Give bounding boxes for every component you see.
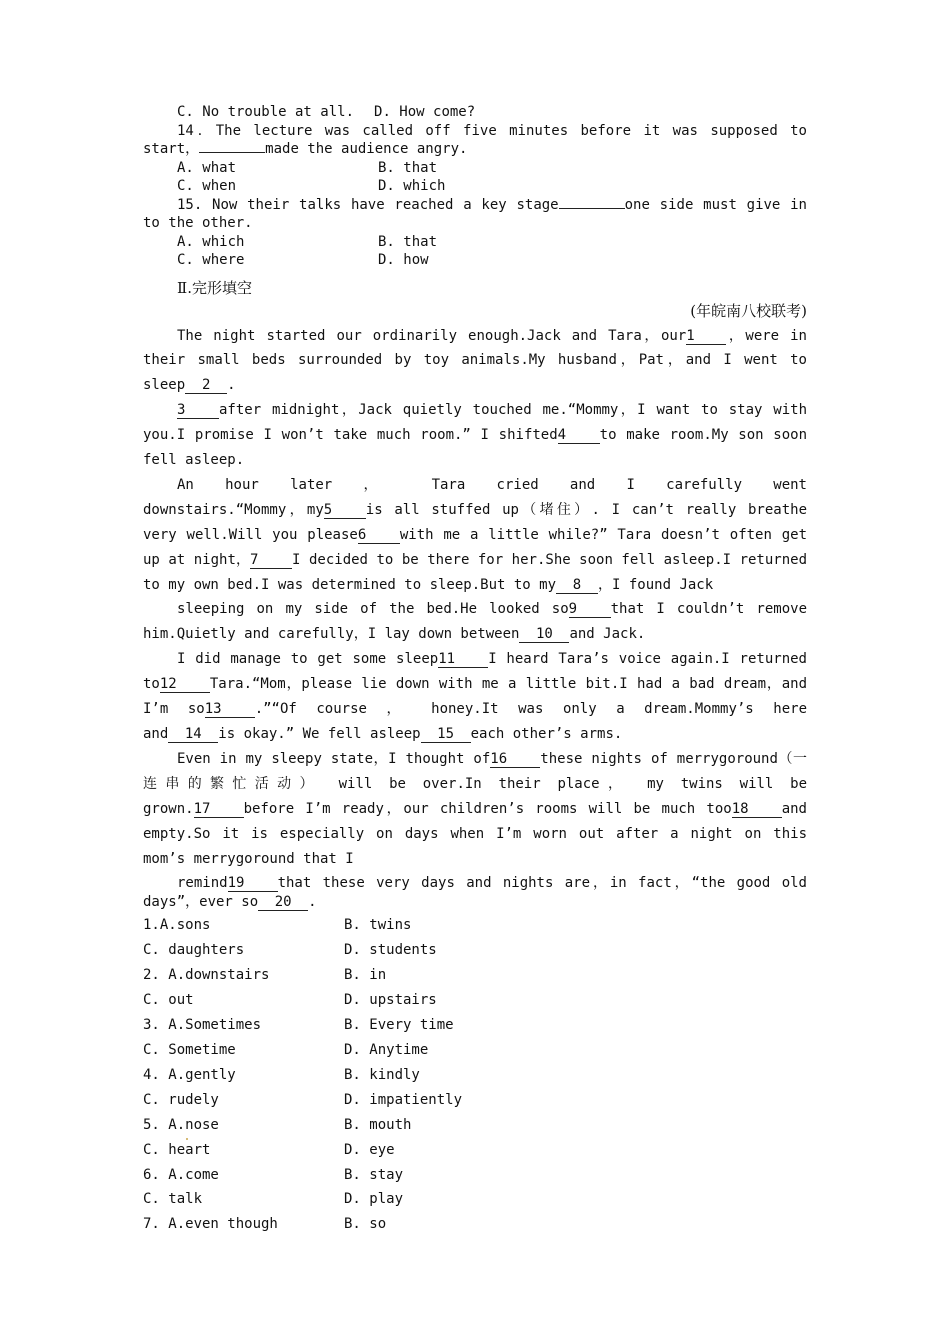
option-text: B. so bbox=[344, 1216, 387, 1233]
blank-16[interactable]: 16 bbox=[490, 751, 540, 768]
option-text: B. mouth bbox=[344, 1116, 412, 1133]
passage-text: ，were in bbox=[726, 327, 807, 344]
option-text: C. heart bbox=[143, 1141, 211, 1158]
blank-8[interactable]: 8 bbox=[556, 577, 598, 594]
option-text: 3. A.Sometimes bbox=[143, 1017, 262, 1034]
passage-text: . bbox=[308, 893, 317, 910]
passage-text: I heard Tara’s voice again.I returned bbox=[488, 651, 807, 668]
ink-dot bbox=[186, 1138, 188, 1140]
passage-text: him.Quietly and carefully，I lay down between bbox=[143, 626, 520, 643]
q13-options bbox=[143, 103, 807, 122]
option-text: B. twins bbox=[344, 917, 412, 934]
document-page bbox=[143, 103, 807, 1237]
passage-text: remind bbox=[177, 875, 228, 892]
passage-text: that I couldn’t remove bbox=[610, 601, 807, 618]
option-text: 6. A.come bbox=[143, 1166, 219, 1183]
passage-text: and bbox=[143, 726, 169, 742]
passage-text: 连串的繁忙活动） will be over.In their place， my twins will be bbox=[143, 775, 807, 792]
option-text: D. impatiently bbox=[344, 1091, 463, 1108]
option-text: B. stay bbox=[344, 1166, 404, 1183]
passage-text: very well.Will you please bbox=[143, 526, 358, 543]
option-text: 1.A.sons bbox=[143, 917, 211, 934]
blank-5[interactable]: 5 bbox=[324, 502, 366, 519]
option-text: C. Sometime bbox=[143, 1041, 236, 1058]
blank-14[interactable]: 14 bbox=[168, 726, 218, 743]
passage-text: each other’s arms. bbox=[470, 726, 623, 742]
option-text: D. upstairs bbox=[344, 992, 437, 1009]
blank-4[interactable]: 4 bbox=[558, 427, 600, 444]
q15-stem-line2: to the other. bbox=[143, 215, 253, 231]
option-text: D. eye bbox=[344, 1141, 395, 1158]
q14-blank[interactable] bbox=[199, 152, 265, 153]
section-title: Ⅱ.完形填空 bbox=[177, 278, 252, 297]
passage-text: and Jack. bbox=[569, 626, 646, 643]
blank-10[interactable]: 10 bbox=[519, 626, 569, 643]
blank-6[interactable]: 6 bbox=[358, 527, 400, 544]
passage-text: is all stuffed up（堵住）. I can’t really breathe bbox=[365, 501, 807, 518]
q14-option-c: C. when bbox=[177, 178, 237, 194]
option-text: 7. A.even though bbox=[143, 1216, 278, 1233]
answer-options bbox=[143, 913, 807, 1237]
option-text: D. Anytime bbox=[344, 1041, 429, 1058]
option-text: C. daughters bbox=[143, 942, 245, 959]
question-15 bbox=[143, 196, 807, 270]
passage-text: fell asleep. bbox=[143, 452, 245, 469]
passage-text: before I’m ready，our children’s rooms will be much too bbox=[243, 800, 732, 817]
blank-3[interactable]: 3 bbox=[177, 402, 219, 419]
passage-text: The night started our ordinarily enough.Jack and Tara，our bbox=[177, 327, 687, 344]
passage-text: I decided to be there for her.She soon fell asleep.I returned bbox=[292, 551, 808, 568]
q14-option-a: A. what bbox=[177, 159, 237, 176]
blank-15[interactable]: 15 bbox=[421, 726, 471, 743]
passage-text: you.I promise I won’t take much room.” I shifted bbox=[143, 427, 558, 444]
passage-text: sleeping on my side of the bed.He looked so bbox=[177, 601, 569, 618]
passage-text: after midnight，Jack quietly touched me.“Mommy，I want to stay with bbox=[219, 402, 807, 419]
passage-text: up at night， bbox=[143, 551, 251, 568]
blank-1[interactable]: 1 bbox=[686, 328, 726, 345]
passage-text: days”，ever so bbox=[143, 893, 259, 910]
passage-text: .”“Of course ， honey.It was only a dream.Mommy’s here bbox=[254, 701, 807, 718]
blank-18[interactable]: 18 bbox=[732, 801, 782, 818]
option-text: 5. A.nose bbox=[143, 1116, 219, 1133]
option-text: B. Every time bbox=[344, 1017, 454, 1034]
blank-7[interactable]: 7 bbox=[250, 552, 292, 569]
passage-text: and bbox=[781, 800, 807, 817]
passage-text: mom’s merrygoround that I bbox=[143, 850, 354, 867]
passage-text: is okay.” We fell asleep bbox=[218, 726, 421, 742]
section-source: (年皖南八校联考) bbox=[690, 301, 807, 320]
q13-option-d: D. How come? bbox=[374, 104, 476, 120]
passage-text: Even in my sleepy state，I thought of bbox=[177, 750, 491, 767]
blank-2[interactable]: 2 bbox=[185, 377, 227, 394]
q14-stem-line1: 14．The lecture was called off five minutes before it was supposed to bbox=[177, 122, 807, 139]
blank-20[interactable]: 20 bbox=[258, 894, 308, 911]
passage-text: I’m so bbox=[143, 701, 205, 718]
option-text: C. talk bbox=[143, 1191, 203, 1208]
option-text: 4. A.gently bbox=[143, 1066, 236, 1083]
q15-option-c: C. where bbox=[177, 252, 245, 268]
option-text: 2. A.downstairs bbox=[143, 967, 270, 984]
passage-text: I did manage to get some sleep bbox=[177, 651, 439, 668]
option-text: B. in bbox=[344, 967, 387, 984]
option-text: B. kindly bbox=[344, 1066, 420, 1083]
q14-option-d: D. which bbox=[378, 178, 446, 194]
passage-text: with me a little while?” Tara doesn’t often get bbox=[399, 526, 807, 543]
q15-blank[interactable] bbox=[559, 208, 625, 209]
q15-option-d: D. how bbox=[378, 252, 429, 268]
passage-text: empty.So it is especially on days when I’m worn out after a night on this bbox=[143, 825, 807, 842]
blank-12[interactable]: 12 bbox=[160, 676, 210, 693]
blank-9[interactable]: 9 bbox=[569, 601, 611, 618]
option-text: C. out bbox=[143, 992, 194, 1009]
passage-text: An hour later ， Tara cried and I carefully went bbox=[177, 476, 807, 493]
passage-text: . bbox=[227, 377, 236, 394]
blank-11[interactable]: 11 bbox=[438, 651, 488, 668]
passage-text: to make room.My son soon bbox=[599, 427, 808, 444]
q14-option-b: B. that bbox=[378, 159, 438, 176]
passage-text: Tara.“Mom，please lie down with me a little bit.I had a bad dream，and bbox=[209, 676, 807, 693]
q15-stem-pre: 15. Now their talks have reached a key stage bbox=[177, 196, 559, 213]
passage-text: these nights of merrygoround（一 bbox=[540, 750, 807, 767]
blank-19[interactable]: 19 bbox=[228, 875, 278, 892]
passage-text: to bbox=[143, 676, 160, 693]
q15-option-a: A. which bbox=[177, 233, 245, 250]
passage-text: downstairs.“Mommy，my bbox=[143, 501, 324, 518]
passage-text: that these very days and nights are，in fact，“the good old bbox=[277, 875, 807, 892]
option-text: C. rudely bbox=[143, 1091, 219, 1108]
passage-text: to my own bed.I was determined to sleep.But to my bbox=[143, 576, 557, 593]
q14-stem-pre: start， bbox=[143, 141, 200, 157]
q14-stem-post: made the audience angry. bbox=[265, 141, 468, 157]
cloze-passage bbox=[143, 324, 807, 912]
blank-17[interactable]: 17 bbox=[194, 801, 244, 818]
passage-text: their small beds surrounded by toy animals.My husband，Pat，and I went to bbox=[143, 352, 807, 369]
q15-option-b: B. that bbox=[378, 233, 438, 250]
passage-text: ，I found Jack bbox=[598, 576, 714, 593]
q13-option-c: C. No trouble at all. bbox=[177, 104, 355, 120]
passage-text: sleep bbox=[143, 377, 186, 394]
blank-13[interactable]: 13 bbox=[205, 701, 255, 718]
option-text: D. play bbox=[344, 1191, 404, 1208]
q15-stem-post: one side must give in bbox=[624, 196, 807, 213]
option-text: D. students bbox=[344, 942, 437, 959]
question-14 bbox=[143, 122, 807, 196]
passage-text: grown. bbox=[143, 800, 194, 817]
